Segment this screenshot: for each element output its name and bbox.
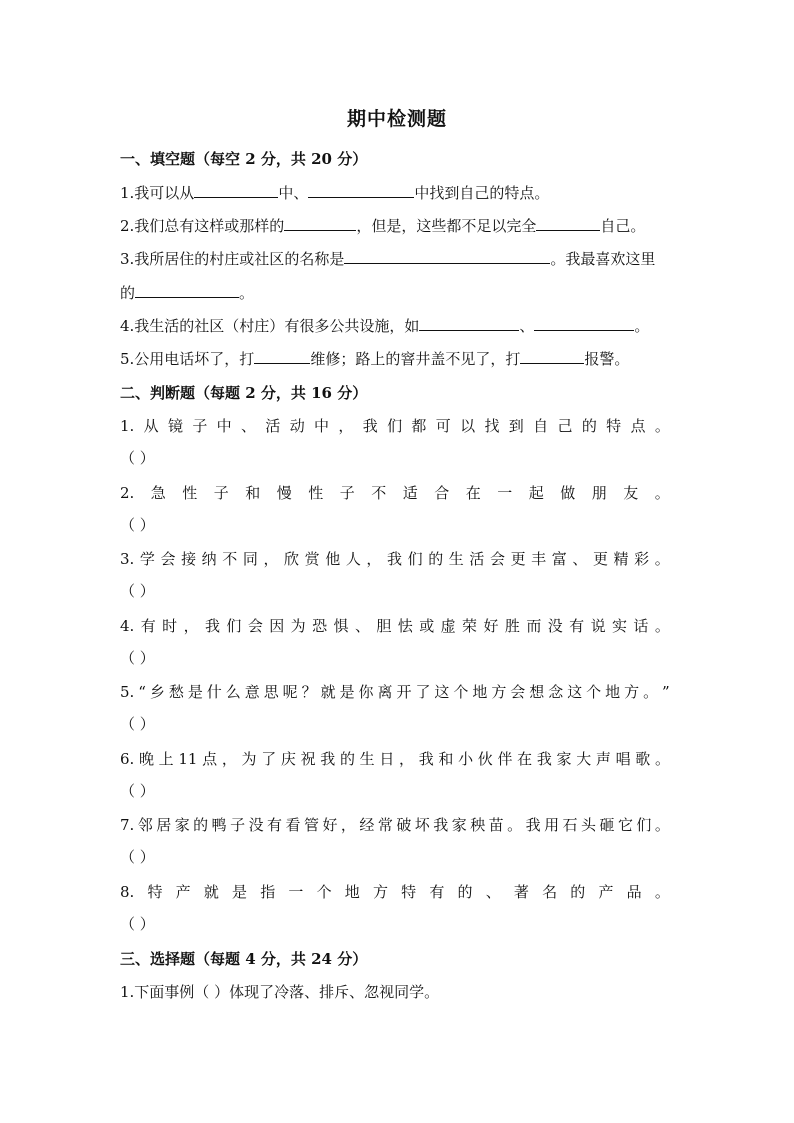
question-char: 因 <box>269 617 285 635</box>
question-char: 是 <box>339 683 355 701</box>
question-char: 活 <box>469 550 485 568</box>
question-char: 砸 <box>599 816 615 834</box>
question-char: 或 <box>419 617 435 635</box>
question-char: 好 <box>483 617 499 635</box>
question-char: 歌 <box>635 750 651 768</box>
judge-question-8 <box>120 881 670 903</box>
question-char: ， <box>399 750 415 768</box>
question-char: 6. <box>120 750 135 768</box>
question-char: 更 <box>510 550 526 568</box>
answer-blank[interactable] <box>254 348 310 364</box>
question-char: 坏 <box>414 816 430 834</box>
section-choice-heading: 三、选择题（每题 4 分，共 24 分） <box>120 950 368 968</box>
question-char: 说 <box>590 617 606 635</box>
question-char: 5. <box>120 683 135 701</box>
question-char: 实 <box>612 617 628 635</box>
question-char: 中 <box>216 417 232 435</box>
question-char: 。 <box>507 816 523 834</box>
question-char: 会 <box>489 550 505 568</box>
question-char: 就 <box>320 683 336 701</box>
question-char: 时 <box>162 617 178 635</box>
fill-question-4 <box>120 315 649 337</box>
question-char: 特 <box>606 417 622 435</box>
question-char: 适 <box>402 484 418 502</box>
question-char: 2. <box>120 484 135 502</box>
question-char: 。 <box>654 484 670 502</box>
fill-q2-text-b: ，但是，这些都不足以完全 <box>356 217 537 235</box>
question-char: 我 <box>536 750 552 768</box>
fill-q3-text-b: 。我最喜欢这里 <box>550 250 656 268</box>
question-char: 唱 <box>615 750 631 768</box>
question-char: 欣 <box>284 550 300 568</box>
judge-question-6 <box>120 748 670 770</box>
question-char: 特 <box>147 883 163 901</box>
fill-q3-text-c: 的 <box>120 284 136 302</box>
question-char: 这 <box>567 683 583 701</box>
question-char: 祝 <box>300 750 316 768</box>
question-char: 3. <box>120 550 135 568</box>
question-char: 上 <box>158 750 174 768</box>
question-char: 离 <box>377 683 393 701</box>
question-char: ” <box>662 683 670 701</box>
question-char: 么 <box>225 683 241 701</box>
question-char: 没 <box>248 816 264 834</box>
question-char: 11 <box>178 750 198 768</box>
question-char: 、 <box>485 883 501 901</box>
answer-blank[interactable] <box>419 315 519 331</box>
question-char: 看 <box>285 816 301 834</box>
answer-blank[interactable] <box>194 182 278 198</box>
question-char: 更 <box>592 550 608 568</box>
question-char: 子 <box>213 484 229 502</box>
question-char: 我 <box>362 417 378 435</box>
question-char: 家 <box>174 816 190 834</box>
question-char: 庆 <box>280 750 296 768</box>
fill-q3-text-a: 3.我所居住的村庄或社区的名称是 <box>120 250 345 268</box>
question-char: 到 <box>508 417 524 435</box>
question-char: 们 <box>387 417 403 435</box>
question-char: 性 <box>308 484 324 502</box>
question-char: 有 <box>267 816 283 834</box>
question-char: 1. <box>120 417 135 435</box>
question-char: 会 <box>510 683 526 701</box>
question-char: 伙 <box>477 750 493 768</box>
question-char: 品 <box>626 883 642 901</box>
question-char: 小 <box>458 750 474 768</box>
question-char: 破 <box>396 816 412 834</box>
question-char: 的 <box>581 417 597 435</box>
question-char: 了 <box>415 683 431 701</box>
question-char: 个 <box>453 683 469 701</box>
question-char: 它 <box>617 816 633 834</box>
question-char: 话 <box>633 617 649 635</box>
answer-paren[interactable]: （ ） <box>120 516 155 534</box>
question-char: 产 <box>175 883 191 901</box>
question-char: ， <box>221 750 237 768</box>
question-char: 我 <box>418 750 434 768</box>
fill-q5-text-b: 维修；路上的窨井盖不见了，打 <box>310 350 521 368</box>
question-char: 我 <box>320 750 336 768</box>
fill-q5-text-c: 报警。 <box>584 350 630 368</box>
question-char: 我 <box>525 816 541 834</box>
question-char: 生 <box>448 550 464 568</box>
question-char: 是 <box>232 883 248 901</box>
answer-blank[interactable] <box>520 348 584 364</box>
question-char: 方 <box>624 683 640 701</box>
answer-paren[interactable]: （ ） <box>120 915 155 933</box>
question-char: 彩 <box>634 550 650 568</box>
question-char: 丰 <box>531 550 547 568</box>
question-char: 这 <box>434 683 450 701</box>
fill-q4-text-c: 。 <box>634 317 650 335</box>
question-char: 我 <box>204 617 220 635</box>
question-char: 他 <box>325 550 341 568</box>
question-char: 就 <box>203 883 219 901</box>
question-char: 8. <box>120 883 135 901</box>
question-char: 。 <box>654 617 670 635</box>
question-char: 点 <box>630 417 646 435</box>
question-char: 和 <box>438 750 454 768</box>
question-char: 的 <box>457 883 473 901</box>
question-char: 家 <box>451 816 467 834</box>
question-char: 呢 <box>282 683 298 701</box>
fill-q4-text-a: 4.我生活的社区（村庄）有很多公共设施，如 <box>120 317 420 335</box>
fill-q1-text-c: 中找到自己的特点。 <box>414 184 550 202</box>
question-char: 们 <box>407 550 423 568</box>
question-char: 荣 <box>462 617 478 635</box>
question-char: 石 <box>562 816 578 834</box>
question-char: 家 <box>556 750 572 768</box>
question-char: 是 <box>187 683 203 701</box>
question-char: 有 <box>429 883 445 901</box>
fill-q1-text-a: 1.我可以从 <box>120 184 195 202</box>
question-char: 的 <box>193 816 209 834</box>
question-char: 赏 <box>304 550 320 568</box>
question-char: 我 <box>387 550 403 568</box>
question-char: “ <box>138 683 146 701</box>
judge-question-7 <box>120 814 670 836</box>
question-char: 胆 <box>376 617 392 635</box>
answer-paren[interactable]: （ ） <box>120 649 155 667</box>
answer-paren[interactable]: （ ） <box>120 715 155 733</box>
question-char: 个 <box>316 883 332 901</box>
question-char: 。 <box>654 816 670 834</box>
answer-paren[interactable]: （ ） <box>120 582 155 600</box>
question-char: 意 <box>244 683 260 701</box>
question-char: 胜 <box>504 617 520 635</box>
question-char: 伴 <box>497 750 513 768</box>
answer-paren[interactable]: （ ） <box>120 848 155 866</box>
page-title: 期中检测题 <box>346 108 447 130</box>
judge-question-3 <box>120 548 670 570</box>
question-char: 人 <box>345 550 361 568</box>
question-char: 苗 <box>488 816 504 834</box>
question-char: 、 <box>241 417 257 435</box>
question-char: 怯 <box>397 617 413 635</box>
question-char: 方 <box>491 683 507 701</box>
question-char: 声 <box>595 750 611 768</box>
question-char: 在 <box>465 484 481 502</box>
question-char: 乡 <box>149 683 165 701</box>
question-char: 头 <box>581 816 597 834</box>
question-char: 学 <box>139 550 155 568</box>
question-char: 以 <box>460 417 476 435</box>
question-char: 晚 <box>138 750 154 768</box>
question-char: 鸭 <box>211 816 227 834</box>
question-char: 开 <box>396 683 412 701</box>
question-char: 会 <box>160 550 176 568</box>
question-char: 活 <box>265 417 281 435</box>
question-char: 地 <box>472 683 488 701</box>
question-char: 。 <box>654 417 670 435</box>
question-char: 。 <box>654 550 670 568</box>
question-char: 合 <box>434 484 450 502</box>
question-char: 生 <box>359 750 375 768</box>
judge-question-5 <box>120 681 670 703</box>
answer-blank[interactable] <box>308 182 414 198</box>
question-char: 接 <box>181 550 197 568</box>
question-char: 好 <box>322 816 338 834</box>
fill-question-3-cont <box>120 282 254 304</box>
question-char: 著 <box>513 883 529 901</box>
question-char: ， <box>366 550 382 568</box>
question-char: 、 <box>354 617 370 635</box>
answer-paren[interactable]: （ ） <box>120 782 155 800</box>
question-char: 的 <box>339 750 355 768</box>
fill-q2-text-a: 2.我们总有这样或那样的 <box>120 217 285 235</box>
question-char: 指 <box>260 883 276 901</box>
judge-question-4 <box>120 615 670 637</box>
question-char: 什 <box>206 683 222 701</box>
question-char: 都 <box>411 417 427 435</box>
question-char: 的 <box>428 550 444 568</box>
question-char: 。 <box>643 683 659 701</box>
question-char: 不 <box>222 550 238 568</box>
fill-q4-text-b: 、 <box>519 317 535 335</box>
question-char: 常 <box>377 816 393 834</box>
question-char: ？ <box>301 683 317 701</box>
question-char: 有 <box>569 617 585 635</box>
fill-question-5 <box>120 348 629 370</box>
question-char: 找 <box>484 417 500 435</box>
question-char: 不 <box>371 484 387 502</box>
answer-blank[interactable] <box>135 282 239 298</box>
question-char: 而 <box>526 617 542 635</box>
question-char: 性 <box>182 484 198 502</box>
fill-q1-text-b: 中、 <box>278 184 309 202</box>
question-char: 个 <box>586 683 602 701</box>
question-char: 们 <box>226 617 242 635</box>
question-char: 经 <box>359 816 375 834</box>
question-char: 动 <box>289 417 305 435</box>
question-char: 没 <box>547 617 563 635</box>
question-char: 惧 <box>333 617 349 635</box>
question-char: 可 <box>435 417 451 435</box>
question-char: 我 <box>433 816 449 834</box>
question-char: 为 <box>290 617 306 635</box>
question-char: 己 <box>557 417 573 435</box>
question-char: ， <box>263 550 279 568</box>
question-char: 。 <box>654 750 670 768</box>
choice-question-1: 1.下面事例（ ）体现了冷落、排斥、忽视同学。 <box>120 983 440 1001</box>
question-char: 一 <box>497 484 513 502</box>
answer-blank[interactable] <box>536 215 600 231</box>
question-char: 自 <box>533 417 549 435</box>
question-char: 纳 <box>201 550 217 568</box>
question-char: 地 <box>344 883 360 901</box>
question-char: 虚 <box>440 617 456 635</box>
question-char: ， <box>183 617 199 635</box>
question-char: 产 <box>598 883 614 901</box>
question-char: 子 <box>339 484 355 502</box>
question-char: 地 <box>605 683 621 701</box>
question-char: 为 <box>241 750 257 768</box>
question-char: 用 <box>544 816 560 834</box>
question-char: 秧 <box>470 816 486 834</box>
question-char: 做 <box>560 484 576 502</box>
question-char: 会 <box>247 617 263 635</box>
question-char: 慢 <box>276 484 292 502</box>
answer-blank[interactable] <box>284 215 356 231</box>
question-char: 、 <box>572 550 588 568</box>
question-char: ， <box>340 816 356 834</box>
fill-question-2 <box>120 215 645 237</box>
answer-blank[interactable] <box>534 315 634 331</box>
question-char: 特 <box>401 883 417 901</box>
question-char: 思 <box>263 683 279 701</box>
question-char: 精 <box>613 550 629 568</box>
fill-q3-text-d: 。 <box>239 284 255 302</box>
question-char: 一 <box>288 883 304 901</box>
question-char: 在 <box>517 750 533 768</box>
question-char: 急 <box>150 484 166 502</box>
question-char: 恐 <box>312 617 328 635</box>
fill-q2-text-c: 自己。 <box>600 217 646 235</box>
question-char: 子 <box>192 417 208 435</box>
question-char: 居 <box>156 816 172 834</box>
question-char: 想 <box>529 683 545 701</box>
question-char: 日 <box>379 750 395 768</box>
question-char: 你 <box>358 683 374 701</box>
question-char: 起 <box>528 484 544 502</box>
question-char: 邻 <box>137 816 153 834</box>
question-char: 朋 <box>591 484 607 502</box>
fill-question-3 <box>120 248 655 270</box>
answer-paren[interactable]: （ ） <box>120 449 155 467</box>
question-char: 富 <box>551 550 567 568</box>
question-char: 的 <box>570 883 586 901</box>
question-char: 镜 <box>167 417 183 435</box>
question-char: 念 <box>548 683 564 701</box>
question-char: 名 <box>542 883 558 901</box>
question-char: 友 <box>623 484 639 502</box>
question-char: 们 <box>636 816 652 834</box>
fill-q5-text-a: 5.公用电话坏了，打 <box>120 350 255 368</box>
fill-question-1 <box>120 182 549 204</box>
judge-question-1 <box>120 415 670 437</box>
question-char: 方 <box>372 883 388 901</box>
section-judge-heading: 二、判断题（每题 2 分，共 16 分） <box>120 384 368 402</box>
question-char: 4. <box>120 617 135 635</box>
question-char: 子 <box>230 816 246 834</box>
question-char: 有 <box>140 617 156 635</box>
question-char: 7. <box>120 816 135 834</box>
question-char: ， <box>338 417 354 435</box>
question-char: 了 <box>261 750 277 768</box>
question-char: 从 <box>143 417 159 435</box>
question-char: 中 <box>314 417 330 435</box>
question-char: 和 <box>245 484 261 502</box>
question-char: 大 <box>576 750 592 768</box>
question-char: 管 <box>303 816 319 834</box>
question-char: 同 <box>242 550 258 568</box>
question-char: 愁 <box>168 683 184 701</box>
question-char: 点 <box>202 750 218 768</box>
question-char: 。 <box>654 883 670 901</box>
section-fill-heading: 一、填空题（每空 2 分，共 20 分） <box>120 150 368 168</box>
answer-blank[interactable] <box>344 248 550 264</box>
judge-question-2 <box>120 482 670 504</box>
